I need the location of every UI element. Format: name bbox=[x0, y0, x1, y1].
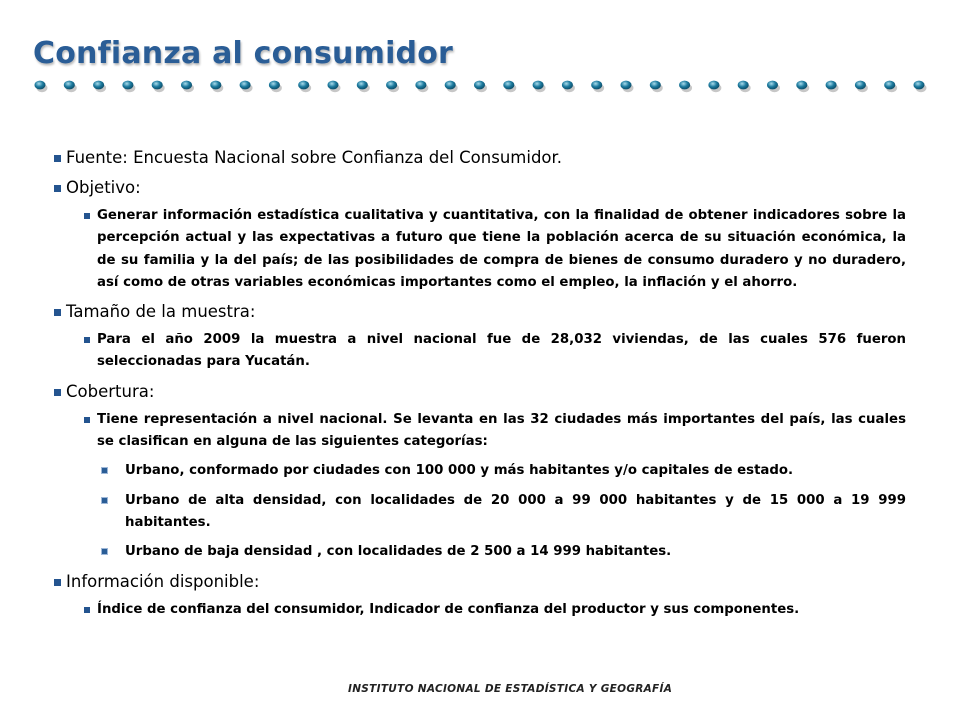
title-dot bbox=[328, 81, 339, 90]
square-bullet-icon bbox=[54, 579, 61, 586]
title-dot bbox=[357, 81, 368, 90]
coverage-category-text: Urbano de baja densidad , con localidades de 2 500 a 14 999 habitantes. bbox=[125, 544, 672, 560]
title-dot bbox=[591, 81, 602, 90]
coverage-category-text: Urbano, conformado por ciudades con 100 000 y más habitantes y/o capitales de estado. bbox=[125, 463, 794, 479]
title-dot bbox=[210, 81, 221, 90]
section-detail-text: Índice de confianza del consumidor, Indicador de confianza del productor y sus componentes. bbox=[97, 601, 800, 617]
title-dot bbox=[562, 81, 573, 90]
square-bullet-icon bbox=[101, 548, 108, 555]
title-dot bbox=[650, 81, 661, 90]
title-dot bbox=[884, 81, 895, 90]
square-bullet-icon bbox=[54, 309, 61, 316]
square-bullet-icon bbox=[54, 185, 61, 192]
square-bullet-icon bbox=[84, 417, 90, 423]
section-item bbox=[54, 381, 906, 403]
page-title: Confianza al consumidor bbox=[33, 36, 454, 71]
title-dot bbox=[415, 81, 426, 90]
section-label: Información disponible: bbox=[66, 571, 260, 591]
title-dot bbox=[855, 81, 866, 90]
title-dot bbox=[181, 81, 192, 90]
slide-content bbox=[54, 147, 906, 628]
coverage-category-text: Urbano de alta densidad, con localidades de 20 000 a 99 000 habitantes y de 15 000 a 19 999 habitantes. bbox=[125, 492, 906, 530]
title-dot bbox=[914, 81, 925, 90]
section-item bbox=[54, 147, 906, 169]
section-detail bbox=[54, 329, 906, 374]
title-dot bbox=[533, 81, 544, 90]
section-detail-text: Tiene representación a nivel nacional. Se levanta en las 32 ciudades más importantes del país, las cuales se clasifican en alguna de las siguientes categorías: bbox=[97, 411, 906, 450]
section-detail-text: Para el año 2009 la muestra a nivel nacional fue de 28,032 viviendas, de las cuales 576 fueron seleccionadas para Yucatán. bbox=[97, 332, 906, 370]
square-bullet-icon bbox=[84, 607, 90, 613]
coverage-category bbox=[54, 460, 906, 482]
title-dot bbox=[679, 81, 690, 90]
title-dot bbox=[826, 81, 837, 90]
title-dot bbox=[93, 81, 104, 90]
title-dot bbox=[64, 81, 75, 90]
title-dot bbox=[767, 81, 778, 90]
square-bullet-icon bbox=[84, 337, 90, 343]
title-dot bbox=[240, 81, 251, 90]
title-dot bbox=[796, 81, 807, 90]
section-label: Objetivo: bbox=[66, 178, 141, 197]
section-item bbox=[54, 301, 906, 323]
title-dot bbox=[122, 81, 133, 90]
title-dot bbox=[445, 81, 456, 90]
title-dot bbox=[386, 81, 397, 90]
section-detail-text: Generar información estadística cualitativa y cuantitativa, con la finalidad de obtener indicadores sobre la percepción actual y las expectativas a futuro que tiene la población acerca de su situación económica, la de su familia y la del país; de las posibilidades de compra de bienes de consumo duradero y no duradero, así como de otras variables económicas importantes como el empleo, la inflación y el ahorro. bbox=[97, 208, 906, 290]
square-bullet-icon bbox=[54, 389, 61, 396]
footer-institution: INSTITUTO NACIONAL DE ESTADÍSTICA Y GEOGRAFÍA bbox=[348, 683, 673, 695]
title-dot bbox=[35, 81, 46, 90]
square-bullet-icon bbox=[84, 213, 90, 219]
title-dot-divider bbox=[0, 0, 960, 110]
title-dot bbox=[269, 81, 280, 90]
section-detail bbox=[54, 409, 906, 454]
section-label: Fuente: Encuesta Nacional sobre Confianza del Consumidor. bbox=[66, 148, 563, 167]
title-dot bbox=[298, 81, 309, 90]
coverage-category bbox=[54, 490, 906, 535]
title-dot bbox=[708, 81, 719, 90]
section-detail bbox=[54, 599, 906, 621]
title-dot bbox=[738, 81, 749, 90]
square-bullet-icon bbox=[54, 155, 61, 162]
section-label: Cobertura: bbox=[66, 381, 155, 401]
coverage-category bbox=[54, 541, 906, 563]
section-item bbox=[54, 571, 906, 593]
square-bullet-icon bbox=[101, 467, 108, 474]
section-detail bbox=[54, 205, 906, 294]
section-item bbox=[54, 177, 906, 199]
square-bullet-icon bbox=[101, 497, 108, 504]
title-dot bbox=[621, 81, 632, 90]
title-dot bbox=[152, 81, 163, 90]
title-dot bbox=[503, 81, 514, 90]
section-label: Tamaño de la muestra: bbox=[66, 302, 256, 322]
title-dot bbox=[474, 81, 485, 90]
